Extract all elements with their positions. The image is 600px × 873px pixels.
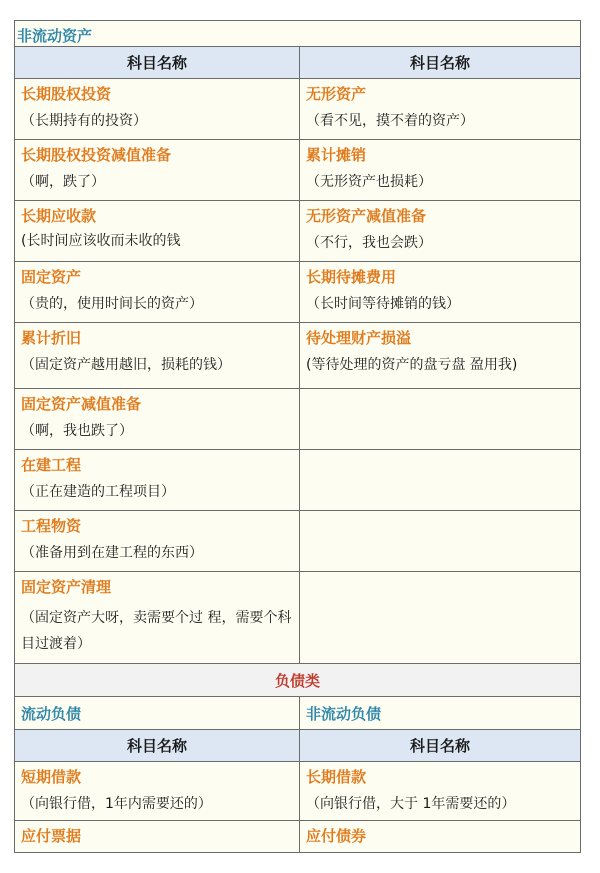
account-name: 长期借款 [306, 768, 367, 786]
account-desc: （啊，我也跌了） [21, 423, 133, 439]
table-cell [15, 572, 300, 664]
table-cell [15, 821, 300, 853]
account-name: 固定资产 [21, 268, 82, 286]
account-name: 固定资产清理 [21, 578, 112, 596]
account-name: 累计摊销 [306, 146, 367, 164]
account-name: 无形资产 [306, 85, 367, 103]
account-name: 长期待摊费用 [306, 268, 397, 286]
account-desc: （正在建造的工程项目） [21, 484, 175, 500]
column-header-left: 科目名称 [15, 730, 300, 762]
account-name: 长期股权投资减值准备 [21, 146, 172, 164]
table-cell [300, 821, 581, 853]
account-desc: （啊，跌了） [21, 174, 105, 190]
account-desc: （固定资产大呀，卖需要个过 程，需要个科目过渡着） [21, 610, 292, 652]
empty-cell [300, 572, 581, 664]
account-name: 应付票据 [21, 827, 82, 845]
section-title-non-current-assets: 非流动资产 [15, 21, 581, 47]
column-header-right: 科目名称 [300, 47, 581, 79]
empty-cell [300, 389, 581, 450]
table-cell [15, 140, 300, 201]
accounts-table [14, 20, 581, 853]
empty-cell [300, 450, 581, 511]
account-desc: （向银行借，大于 1年需要还的） [306, 796, 516, 812]
account-name: 长期应收款 [21, 207, 97, 225]
section-title-liabilities: 负债类 [15, 664, 581, 697]
account-name: 长期股权投资 [21, 85, 112, 103]
table-cell [15, 389, 300, 450]
account-desc: （准备用到在建工程的东西） [21, 545, 203, 561]
account-name: 在建工程 [21, 456, 82, 474]
table-cell [15, 762, 300, 821]
account-desc: （长期持有的投资） [21, 113, 147, 129]
account-name: 累计折旧 [21, 329, 82, 347]
table-cell [300, 79, 581, 140]
account-name: 固定资产减值准备 [21, 395, 142, 413]
account-desc: （不行，我也会跌） [306, 235, 432, 251]
account-name: 应付债券 [306, 827, 367, 845]
account-name: 无形资产减值准备 [306, 207, 427, 225]
table-cell [300, 140, 581, 201]
table-cell [15, 79, 300, 140]
account-desc: （看不见，摸不着的资产） [306, 113, 474, 129]
table-cell [15, 511, 300, 572]
subsection-title-current-liabilities: 流动负债 [15, 697, 300, 730]
table-cell [15, 262, 300, 323]
table-cell [300, 262, 581, 323]
table-cell [300, 201, 581, 262]
column-header-right: 科目名称 [300, 730, 581, 762]
account-desc: （向银行借，1年内需要还的） [21, 796, 212, 812]
table-cell [300, 762, 581, 821]
account-desc: （固定资产越用越旧，损耗的钱） [21, 357, 231, 373]
account-desc: （贵的，使用时间长的资产） [21, 296, 203, 312]
account-name: 短期借款 [21, 768, 82, 786]
table-cell [15, 323, 300, 389]
account-name: 工程物资 [21, 517, 82, 535]
account-desc: (等待处理的资产的盘亏盘 盈用我) [306, 357, 518, 373]
table-cell [15, 201, 300, 262]
table-cell [300, 323, 581, 389]
account-name: 待处理财产损溢 [306, 329, 412, 347]
subsection-title-non-current-liabilities: 非流动负债 [300, 697, 581, 730]
account-desc: (长时间应该收而未收的钱 [21, 233, 181, 249]
empty-cell [300, 511, 581, 572]
account-desc: （长时间等待摊销的钱） [306, 296, 460, 312]
column-header-left: 科目名称 [15, 47, 300, 79]
table-cell [15, 450, 300, 511]
account-desc: （无形资产也损耗） [306, 174, 432, 190]
